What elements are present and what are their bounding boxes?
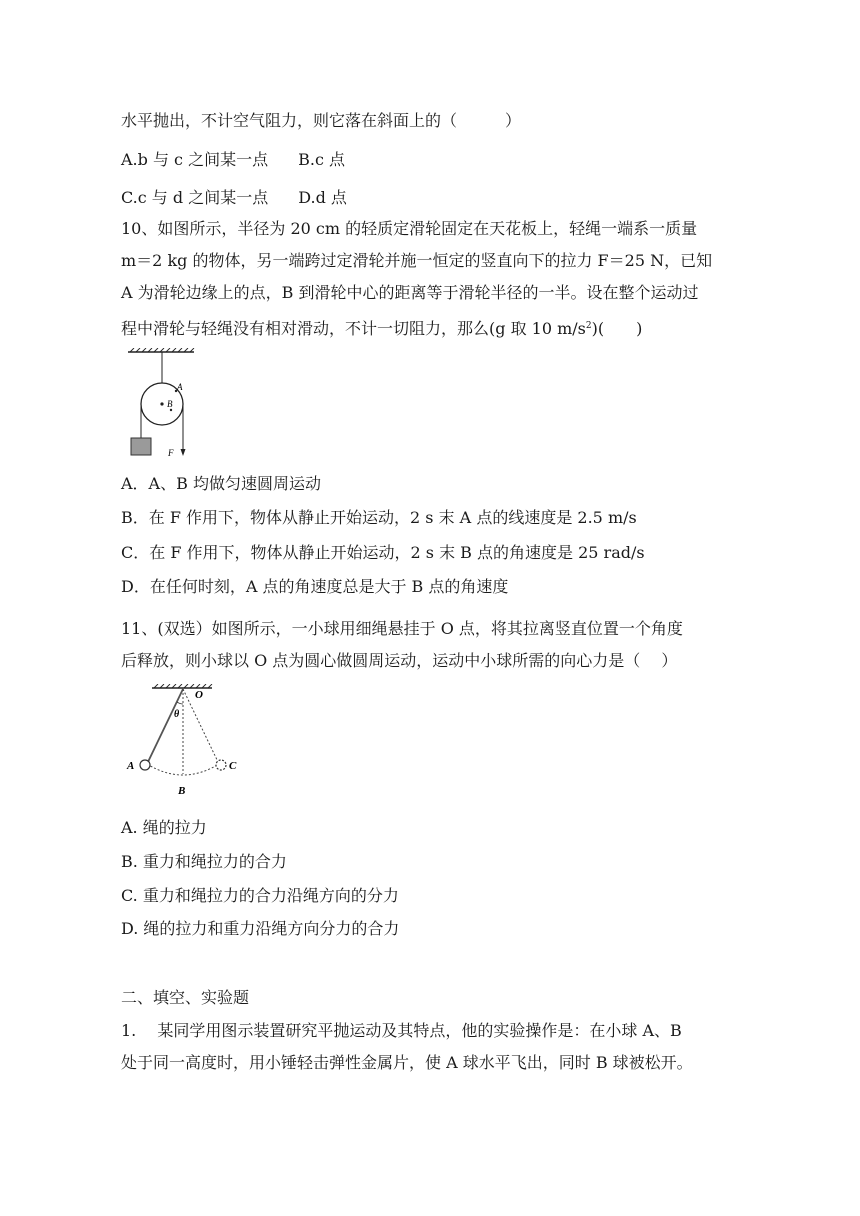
q10-stem-line-2: m＝2 kg 的物体，另一端跨过定滑轮并施一恒定的竖直向下的拉力 F＝25 N，已知 <box>121 251 713 270</box>
q9-stem-tail: 水平抛出，不计空气阻力，则它落在斜面上的（ ） <box>121 111 522 130</box>
q9-option-row-2 <box>121 188 347 208</box>
q10-stem-line-1: 10、如图所示，半径为 20 cm 的轻质定滑轮固定在天花板上，轻绳一端系一质量 <box>121 219 698 238</box>
label-f: F <box>168 448 174 458</box>
q11-stem-line-1: 11、(双选）如图所示，一小球用细绳悬挂于 O 点，将其拉离竖直位置一个角度 <box>121 619 683 638</box>
label-b: B <box>167 399 173 409</box>
q11-option-b: B. 重力和绳拉力的合力 <box>121 852 287 871</box>
q11-stem-line-2: 后释放，则小球以 O 点为圆心做圆周运动，运动中小球所需的向心力是（ ） <box>121 651 678 670</box>
q10-stem-line-3: A 为滑轮边缘上的点，B 到滑轮中心的距离等于滑轮半径的一半。设在整个运动过 <box>121 283 699 302</box>
q9-option-a: A.b 与 c 之间某一点 <box>121 150 269 169</box>
q11-option-c: C. 重力和绳拉力的合力沿绳方向的分力 <box>121 886 399 905</box>
superscript-2: 2 <box>585 321 592 331</box>
q10-option-c: C．在 F 作用下，物体从静止开始运动，2 s 末 B 点的角速度是 25 rad/s <box>121 543 645 562</box>
label-b: B <box>178 785 186 797</box>
label-c: C <box>229 760 237 772</box>
q9-option-row-1 <box>121 150 345 170</box>
section-title: 二、填空、实验题 <box>121 988 250 1007</box>
label-o: O <box>195 689 203 701</box>
q10-option-b: B．在 F 作用下，物体从静止开始运动，2 s 末 A 点的线速度是 2.5 m/s <box>121 508 637 527</box>
pulley-figure <box>122 348 202 460</box>
q11-option-d: D. 绳的拉力和重力沿绳方向分力的合力 <box>121 919 400 938</box>
q10-stem-line-4: 程中滑轮与轻绳没有相对滑动，不计一切阻力，那么(g 取 10 $m/s^2$)( ) <box>121 319 643 338</box>
label-a: A <box>127 760 135 772</box>
s2-q1-line-2: 处于同一高度时，用小锤轻击弹性金属片，使 A 球水平飞出，同时 B 球被松开。 <box>121 1053 693 1072</box>
q9-option-b: B.c 点 <box>298 150 346 169</box>
q10-option-d: D．在任何时刻，A 点的角速度总是大于 B 点的角速度 <box>121 577 509 596</box>
q10-option-a: A．A、B 均做匀速圆周运动 <box>121 474 321 493</box>
q9-option-c: C.c 与 d 之间某一点 <box>121 188 269 207</box>
q9-option-d: D.d 点 <box>298 188 347 207</box>
label-theta: θ <box>174 709 180 720</box>
q11-option-a: A. 绳的拉力 <box>121 818 207 837</box>
label-a: A <box>177 382 183 392</box>
s2-q1-line-1: 1. 某同学用图示装置研究平抛运动及其特点，他的实验操作是：在小球 A、B <box>121 1021 682 1040</box>
pendulum-figure <box>122 684 248 798</box>
